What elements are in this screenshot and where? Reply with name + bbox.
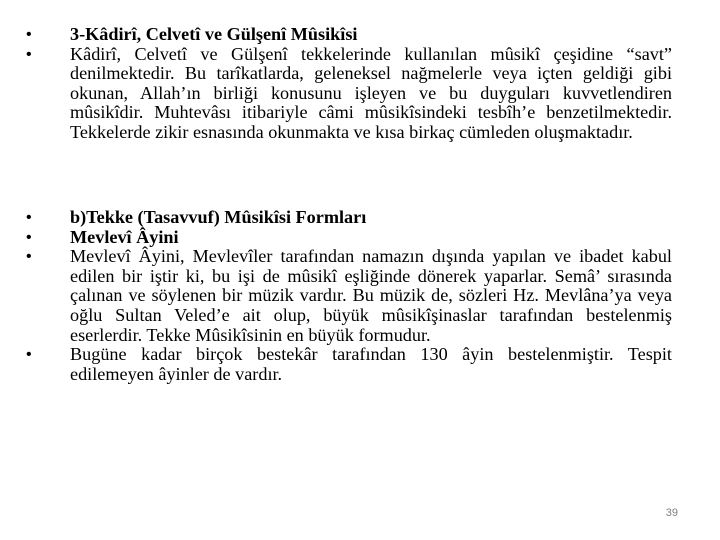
bullet-dot: • [26, 346, 32, 364]
bullet-dot: • [26, 26, 32, 43]
bullet-list-kadiri [26, 25, 672, 143]
subheading-mevlevi-ayini: Mevlevî Âyini [70, 226, 179, 247]
bullet-dot: • [26, 228, 32, 246]
paragraph-savt: Kâdirî, Celvetî ve Gülşenî tekkelerinde kullanılan mûsikî çeşidine “savt” denilmektedir. Bu tarîkatlarda, geleneksel nağmelerle veya içten geldiği gibi okunan, Allah’ın birliği konusunu işleyen ve bu duyguları kuvvetlendiren mûsikîdir. Muhtevâsı itibariyle câmi mûsikîsindeki tesbîh’e benzetilmektedir. Tekkelerde zikir esnasında okunmakta ve kısa birkaç cümleden oluşmaktadır. [70, 43, 672, 142]
bullet-dot: • [26, 45, 32, 63]
bullet-item [26, 25, 672, 45]
paragraph-ayin-count: Bugüne kadar birçok bestekâr tarafından 130 âyin bestelenmiştir. Tespit edilemeyen âyinler de vardır. [70, 344, 672, 384]
paragraph-mevlevi-ayini: Mevlevî Âyini, Mevlevîler tarafından namazın dışında yapılan ve ibadet kabul edilen bir iştir ki, bu işi de mûsikî eşliğinde dönerek yaparlar. Semâ’ sırasında çalınan ve söylenen bir müzik vardır. Bu müzik de, sözleri Hz. Mevlâna’ya veya oğlu Sultan Veled’e ait olup, büyük mûsikîşinaslar tarafından bestelenmiş eserlerdir. Tekke Mûsikîsinin en büyük formudur. [70, 246, 672, 345]
bullet-dot: • [26, 248, 32, 266]
bullet-item [26, 45, 672, 143]
bullet-item [26, 208, 672, 228]
bullet-item [26, 247, 672, 345]
bullet-item [26, 228, 672, 248]
page-number: 39 [665, 507, 678, 519]
section-heading-forms: b)Tekke (Tasavvuf) Mûsikîsi Formları [70, 207, 367, 227]
bullet-item [26, 345, 672, 384]
bullet-dot: • [26, 209, 32, 226]
bullet-list-forms [26, 208, 672, 384]
section-heading-kadiri: 3-Kâdirî, Celvetî ve Gülşenî Mûsikîsi [70, 24, 358, 44]
